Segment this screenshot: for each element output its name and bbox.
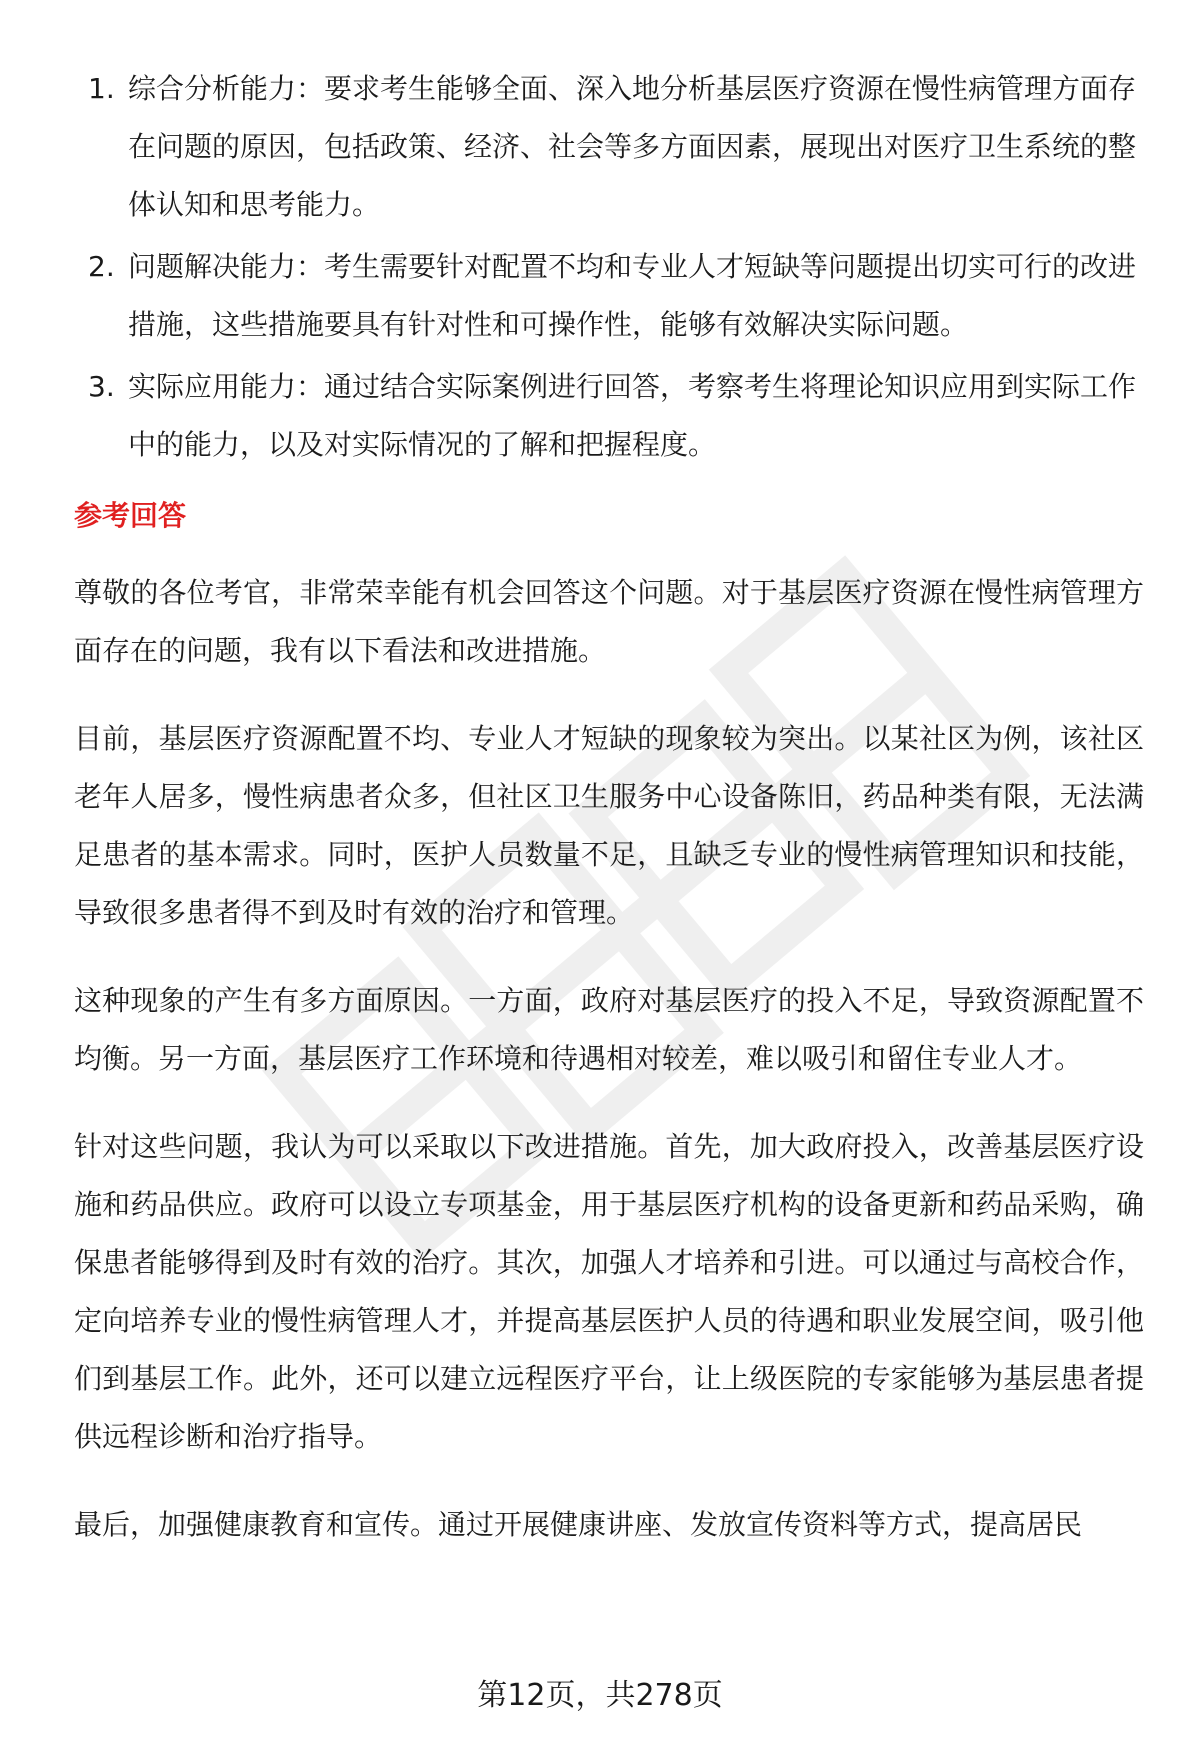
list-number: 1. xyxy=(88,72,115,105)
list-number: 3. xyxy=(88,370,115,403)
paragraph: 目前，基层医疗资源配置不均、专业人才短缺的现象较为突出。以某社区为例，该社区老年人居多，慢性病患者众多，但社区卫生服务中心设备陈旧，药品种类有限，无法满足患者的基本需求。同时，医护人员数量不足，且缺乏专业的慢性病管理知识和技能，导致很多患者得不到及时有效的治疗和管理。 xyxy=(74,722,1144,929)
list-text: 实际应用能力：通过结合实际案例进行回答，考察考生将理论知识应用到实际工作中的能力，以及对实际情况的了解和把握程度。 xyxy=(128,370,1137,461)
paragraph: 最后，加强健康教育和宣传。通过开展健康讲座、发放宣传资料等方式，提高居民 xyxy=(74,1508,1083,1541)
paragraph: 尊敬的各位考官，非常荣幸能有机会回答这个问题。对于基层医疗资源在慢性病管理方面存在的问题，我有以下看法和改进措施。 xyxy=(74,576,1144,667)
criteria-list xyxy=(74,60,1144,474)
document-body xyxy=(74,60,1144,1584)
paragraph: 这种现象的产生有多方面原因。一方面，政府对基层医疗的投入不足，导致资源配置不均衡。另一方面，基层医疗工作环境和待遇相对较差，难以吸引和留住专业人才。 xyxy=(74,984,1144,1075)
paragraph: 针对这些问题，我认为可以采取以下改进措施。首先，加大政府投入，改善基层医疗设施和药品供应。政府可以设立专项基金，用于基层医疗机构的设备更新和药品采购，确保患者能够得到及时有效的治疗。其次，加强人才培养和引进。可以通过与高校合作，定向培养专业的慢性病管理人才，并提高基层医护人员的待遇和职业发展空间，吸引他们到基层工作。此外，还可以建立远程医疗平台，让上级医院的专家能够为基层患者提供远程诊断和治疗指导。 xyxy=(74,1130,1144,1453)
list-number: 2. xyxy=(88,250,115,283)
list-item xyxy=(74,238,1144,354)
list-text: 问题解决能力：考生需要针对配置不均和专业人才短缺等问题提出切实可行的改进措施，这些措施要具有针对性和可操作性，能够有效解决实际问题。 xyxy=(128,250,1137,341)
list-item xyxy=(74,60,1144,234)
answer-heading: 参考回答 xyxy=(74,499,187,532)
page-number-footer: 第12页，共278页 xyxy=(477,1678,723,1713)
list-text: 综合分析能力：要求考生能够全面、深入地分析基层医疗资源在慢性病管理方面存在问题的原因，包括政策、经济、社会等多方面因素，展现出对医疗卫生系统的整体认知和思考能力。 xyxy=(128,72,1137,221)
list-item xyxy=(74,358,1144,474)
